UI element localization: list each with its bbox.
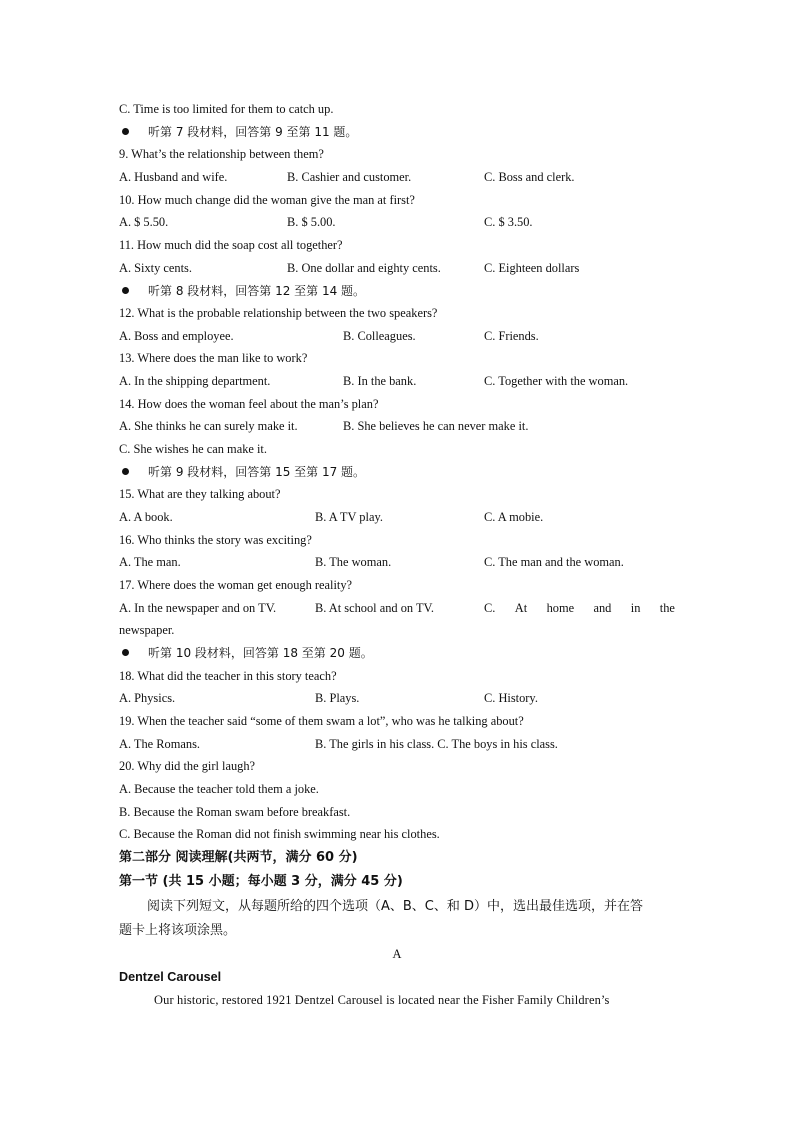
q12-option-c: C. Friends. — [484, 329, 539, 343]
section-8-heading: 听第 8 段材料，回答第 12 至第 14 题。 — [119, 283, 365, 299]
q19-option-a: A. The Romans. — [119, 737, 200, 751]
instruction-line-1: 阅读下列短文，从每题所给的四个选项（A、B、C、和 D）中，选出最佳选项，并在答 — [147, 899, 644, 914]
q15-option-b: B. A TV play. — [315, 510, 383, 524]
bullet-icon — [122, 649, 129, 656]
q17-option-c — [484, 600, 675, 616]
q18-option-b: B. Plays. — [315, 691, 360, 705]
q14-option-c: C. She wishes he can make it. — [119, 442, 267, 456]
q18-option-a: A. Physics. — [119, 691, 176, 705]
q10-option-a: A. $ 5.50. — [119, 215, 169, 229]
section-7-heading: 听第 7 段材料，回答第 9 至第 11 题。 — [119, 124, 357, 140]
q19-stem: 19. When the teacher said “some of them swam a lot”, who was he talking about? — [119, 714, 524, 728]
q17-stem: 17. Where does the woman get enough reality? — [119, 578, 353, 592]
q20-option-a: A. Because the teacher told them a joke. — [119, 782, 319, 796]
q10-option-c: C. $ 3.50. — [484, 215, 533, 229]
q12-stem: 12. What is the probable relationship between the two speakers? — [119, 306, 438, 320]
bullet-icon — [122, 128, 129, 135]
q9-option-a: A. Husband and wife. — [119, 170, 228, 184]
q14-stem: 14. How does the woman feel about the man’s plan? — [119, 397, 379, 411]
instruction-line-2: 题卡上将该项涂黑。 — [119, 923, 237, 938]
passage-letter: A — [392, 947, 402, 961]
q17-option-b: B. At school and on TV. — [315, 601, 434, 615]
q17-option-c-continued: newspaper. — [119, 623, 175, 637]
section-9-heading: 听第 9 段材料，回答第 15 至第 17 题。 — [119, 464, 365, 480]
passage-title: Dentzel Carousel — [119, 970, 222, 984]
q9-option-b: B. Cashier and customer. — [287, 170, 412, 184]
q17c-word: home — [546, 601, 575, 615]
q12-option-b: B. Colleagues. — [343, 329, 416, 343]
q17c-word: in — [630, 601, 641, 615]
q14-option-b: B. She believes he can never make it. — [343, 419, 529, 433]
q8-option-c: C. Time is too limited for them to catch up. — [119, 102, 334, 116]
q11-stem: 11. How much did the soap cost all together? — [119, 238, 343, 252]
q10-stem: 10. How much change did the woman give the man at first? — [119, 193, 415, 207]
q11-option-b: B. One dollar and eighty cents. — [287, 261, 441, 275]
q13-option-c: C. Together with the woman. — [484, 374, 629, 388]
q16-option-c: C. The man and the woman. — [484, 555, 624, 569]
section-10-heading: 听第 10 段材料，回答第 18 至第 20 题。 — [119, 645, 373, 661]
q19-option-bc: B. The girls in his class. C. The boys in his class. — [315, 737, 558, 751]
q12-option-a: A. Boss and employee. — [119, 329, 234, 343]
q20-option-b: B. Because the Roman swam before breakfast. — [119, 805, 351, 819]
q9-option-c: C. Boss and clerk. — [484, 170, 575, 184]
q17-option-a: A. In the newspaper and on TV. — [119, 601, 277, 615]
q17c-word: At — [514, 601, 528, 615]
q17c-word: and — [593, 601, 612, 615]
q13-option-a: A. In the shipping department. — [119, 374, 271, 388]
q17c-word: the — [659, 601, 675, 615]
q16-option-a: A. The man. — [119, 555, 181, 569]
bullet-icon — [122, 287, 129, 294]
q15-option-a: A. A book. — [119, 510, 173, 524]
q18-stem: 18. What did the teacher in this story teach? — [119, 669, 337, 683]
q20-option-c: C. Because the Roman did not finish swimming near his clothes. — [119, 827, 440, 841]
q11-option-a: A. Sixty cents. — [119, 261, 192, 275]
q13-option-b: B. In the bank. — [343, 374, 417, 388]
q20-stem: 20. Why did the girl laugh? — [119, 759, 256, 773]
bullet-icon — [122, 468, 129, 475]
q16-option-b: B. The woman. — [315, 555, 392, 569]
q9-stem: 9. What’s the relationship between them? — [119, 147, 324, 161]
q16-stem: 16. Who thinks the story was exciting? — [119, 533, 312, 547]
q10-option-b: B. $ 5.00. — [287, 215, 336, 229]
q13-stem: 13. Where does the man like to work? — [119, 351, 308, 365]
q14-option-a: A. She thinks he can surely make it. — [119, 419, 298, 433]
q18-option-c: C. History. — [484, 691, 538, 705]
q15-stem: 15. What are they talking about? — [119, 487, 281, 501]
q11-option-c: C. Eighteen dollars — [484, 261, 580, 275]
q15-option-c: C. A mobie. — [484, 510, 544, 524]
part-2-heading: 第二部分 阅读理解(共两节，满分 60 分) — [119, 850, 358, 865]
q17c-word: C. — [484, 601, 496, 615]
section-1-heading: 第一节 (共 15 小题；每小题 3 分，满分 45 分) — [119, 874, 403, 889]
passage-line-1: Our historic, restored 1921 Dentzel Carousel is located near the Fisher Family Children’s — [154, 993, 610, 1007]
